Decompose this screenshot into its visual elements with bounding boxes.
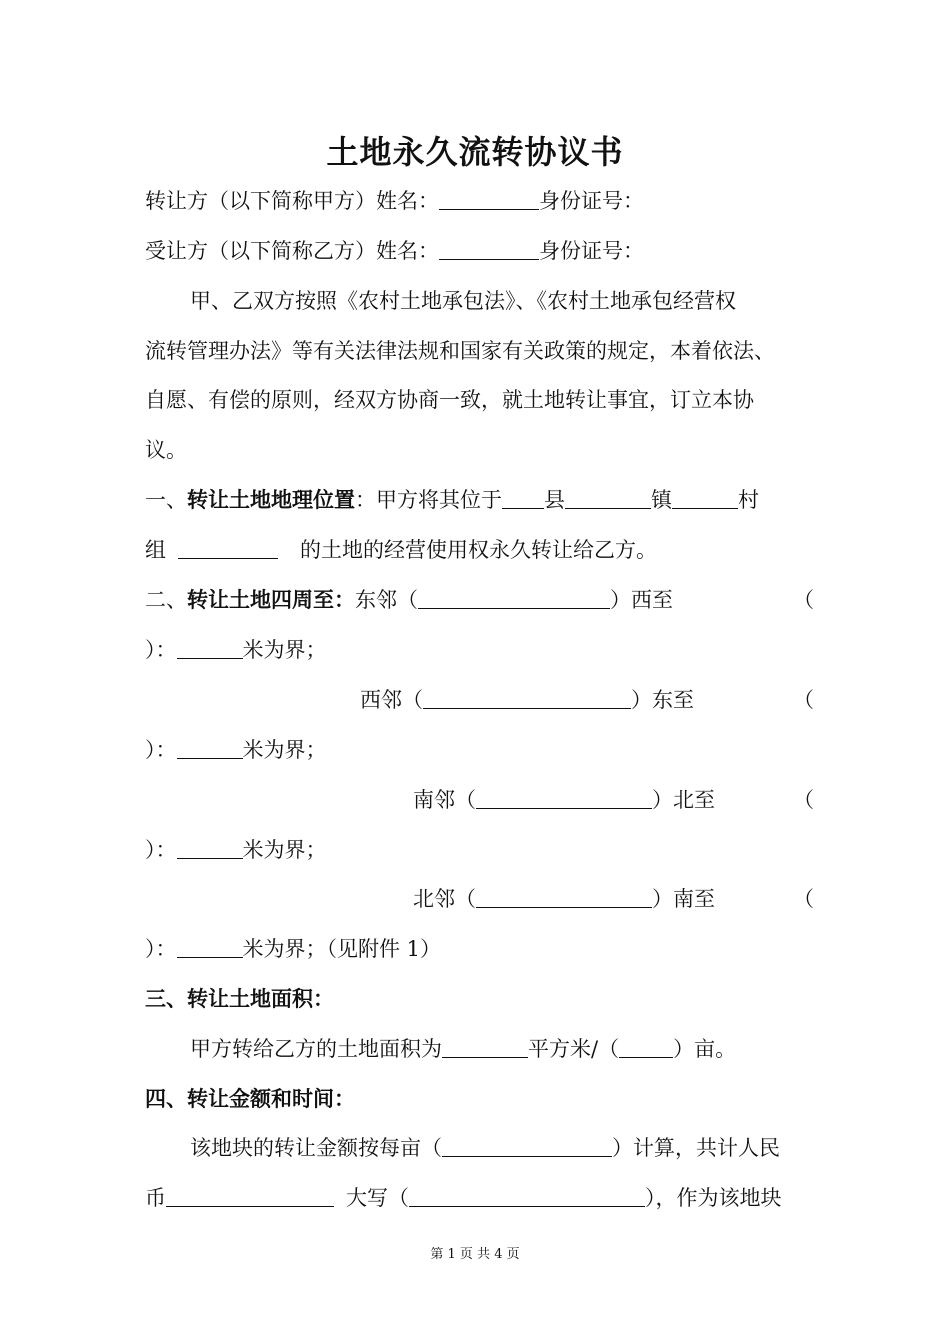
- section2-line-4: [145, 736, 327, 764]
- section1-heading: 转让土地地理位置: [187, 487, 355, 512]
- west-meter-border: 米为界；: [242, 738, 327, 762]
- preamble-line-2: 流转管理办法》等有关法律法规和国家有关政策的规定，本着依法、: [145, 339, 775, 363]
- preamble-line-3: 自愿、有偿的原则，经双方协商一致，就土地转让事宜，订立本协: [145, 388, 754, 412]
- section2-number: 二、: [145, 588, 187, 612]
- preamble-line-4: 议。: [145, 438, 187, 462]
- east-meter-border: 米为界；: [242, 638, 327, 662]
- section2-line-6: [145, 836, 327, 864]
- section1-number: 一、: [145, 488, 187, 512]
- east-meter-blank[interactable]: [177, 636, 243, 659]
- area-mu-blank[interactable]: [619, 1035, 673, 1058]
- west-neighbor-label: 西邻（: [360, 688, 423, 712]
- south-open-paren: （: [793, 788, 814, 812]
- transferor-line: [145, 187, 644, 215]
- page-footer: 第 1 页 共 4 页: [430, 1247, 520, 1262]
- area-text-3: ）亩。: [673, 1037, 737, 1061]
- south-close-paren: ）：: [145, 838, 177, 862]
- group-blank[interactable]: [178, 536, 278, 559]
- amount-text-3: 币: [145, 1186, 166, 1210]
- north-neighbor-blank[interactable]: [476, 885, 652, 908]
- transferee-id-label: 身份证号：: [539, 239, 644, 263]
- east-open-paren: （: [793, 588, 814, 612]
- section4-line-1: [190, 1134, 780, 1162]
- price-per-mu-blank[interactable]: [442, 1134, 612, 1157]
- area-sqm-blank[interactable]: [442, 1035, 528, 1058]
- section1-line-1: [145, 486, 759, 514]
- south-neighbor-blank[interactable]: [476, 786, 652, 809]
- amount-text-1: 该地块的转让金额按每亩（: [190, 1136, 442, 1160]
- group-label: 组: [145, 538, 166, 562]
- west-neighbor-blank[interactable]: [423, 686, 631, 709]
- section2-line-7: [413, 885, 715, 913]
- county-label: 县: [544, 488, 565, 512]
- section3-line: [190, 1035, 736, 1063]
- amount-text-5: ），作为该地块: [645, 1186, 782, 1210]
- south-neighbor-label: 南邻（: [413, 788, 476, 812]
- north-meter-blank[interactable]: [177, 935, 243, 958]
- section4-heading: 四、转让金额和时间：: [145, 1086, 355, 1111]
- transferor-name-blank[interactable]: [439, 187, 539, 210]
- section2-line-3: [360, 686, 694, 714]
- transferee-line: [145, 237, 644, 265]
- section1-line-2: [145, 536, 657, 564]
- total-amount-blank[interactable]: [166, 1184, 334, 1207]
- transferee-label: 受让方（以下简称乙方）姓名：: [145, 239, 439, 263]
- amount-words-blank[interactable]: [409, 1184, 645, 1207]
- village-label: 村: [738, 488, 759, 512]
- area-text-2: 平方米/（: [528, 1037, 620, 1061]
- section1-text-1: 甲方将其位于: [376, 488, 502, 512]
- section1-text-2: 的土地的经营使用权永久转让给乙方。: [300, 538, 657, 562]
- transferee-name-blank[interactable]: [439, 237, 539, 260]
- north-open-paren: （: [793, 887, 814, 911]
- attachment-note: （见附件 1）: [326, 937, 442, 961]
- south-meter-border: 米为界；: [242, 838, 327, 862]
- west-open-paren: （: [793, 688, 814, 712]
- section3-heading: 三、转让土地面积：: [145, 986, 334, 1011]
- section2-line-1: [145, 586, 673, 614]
- section2-line-8: [145, 935, 441, 963]
- section2-line-2: [145, 636, 327, 664]
- east-neighbor-blank[interactable]: [418, 586, 610, 609]
- east-close-paren: ）：: [145, 638, 177, 662]
- town-label: 镇: [651, 488, 672, 512]
- section2-line-5: [413, 786, 715, 814]
- town-blank[interactable]: [565, 486, 651, 509]
- east-neighbor-label: 东邻（: [355, 588, 418, 612]
- north-meter-border: 米为界；: [242, 937, 327, 961]
- amount-text-4: 大写（: [346, 1186, 409, 1210]
- area-text-1: 甲方转给乙方的土地面积为: [190, 1037, 442, 1061]
- north-close-paren: ）：: [145, 937, 177, 961]
- north-to-label: ）北至: [652, 788, 715, 812]
- preamble-line-1: 甲、乙双方按照《农村土地承包法》、《农村土地承包经营权: [190, 289, 736, 313]
- section4-line-2: [145, 1184, 782, 1212]
- south-meter-blank[interactable]: [177, 836, 243, 859]
- west-meter-blank[interactable]: [177, 736, 243, 759]
- transferor-id-label: 身份证号：: [539, 189, 644, 213]
- east-to-label: ）东至: [631, 688, 694, 712]
- transferor-label: 转让方（以下简称甲方）姓名：: [145, 189, 439, 213]
- south-to-label: ）南至: [652, 887, 715, 911]
- section1-colon: ：: [355, 488, 376, 512]
- north-neighbor-label: 北邻（: [413, 887, 476, 911]
- west-close-paren: ）：: [145, 738, 177, 762]
- west-to-label: ）西至: [610, 588, 673, 612]
- document-title: 土地永久流转协议书: [326, 133, 624, 171]
- section2-heading: 转让土地四周至：: [187, 587, 355, 612]
- county-blank[interactable]: [502, 486, 544, 509]
- amount-text-2: ）计算，共计人民: [612, 1136, 780, 1160]
- village-blank[interactable]: [672, 486, 738, 509]
